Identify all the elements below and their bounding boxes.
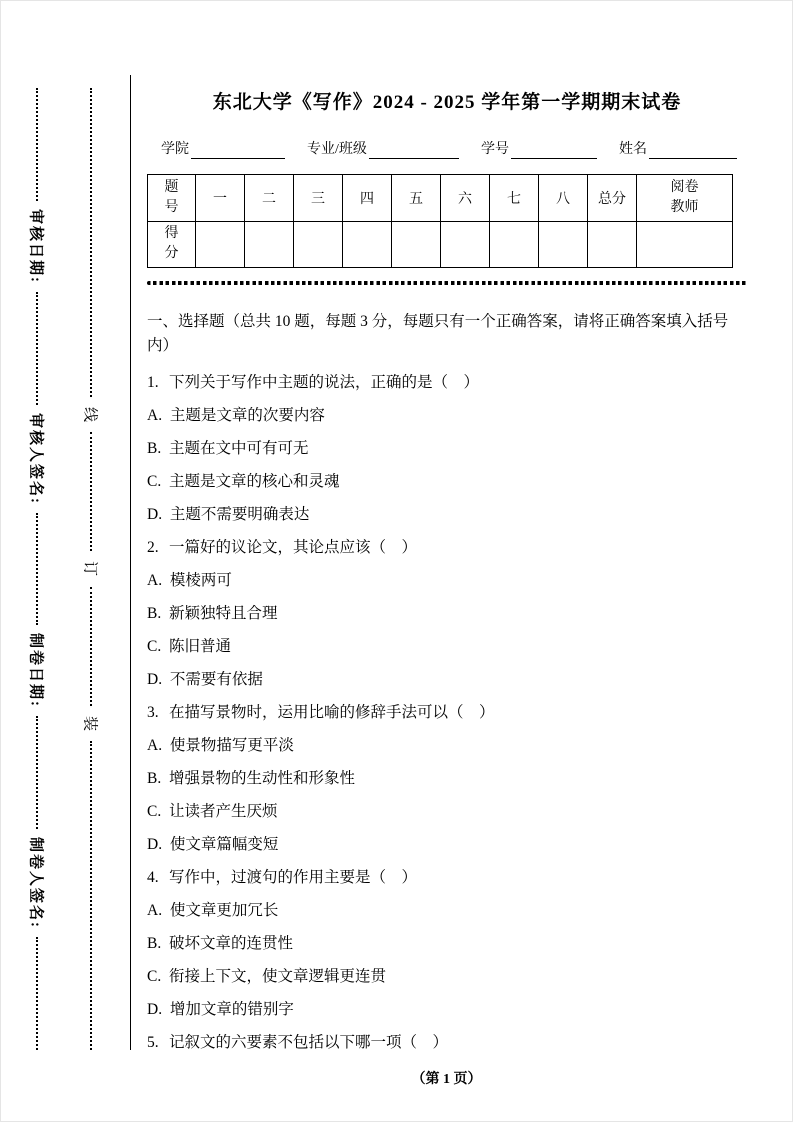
make-date-label: 制卷日期: [27,633,44,709]
score-empty-cell [196,222,245,268]
score-empty-cell [245,222,294,268]
score-table-cell: 阅卷教师 [637,175,733,222]
question-1-option-c: C. 主题是文章的核心和灵魂 [147,472,340,490]
margin-review-column [22,88,52,1050]
score-table-cell: 五 [392,175,441,222]
question-3-text: 3. 在描写景物时，运用比喻的修辞手法可以（ ） [147,703,495,721]
binding-line [76,88,106,1050]
dotted-leader [90,88,92,397]
score-table-cell: 一 [196,175,245,222]
score-table-cell: 三 [294,175,343,222]
dotted-leader [90,432,92,551]
dotted-leader [90,741,92,1050]
score-table-cell: 二 [245,175,294,222]
name-blank [649,142,737,159]
score-empty-cell [539,222,588,268]
field-name: 姓名 [619,138,737,159]
major-class-blank [369,142,459,159]
binding-char-zhuang: 装 [81,715,98,731]
review-date-label: 审核日期: [27,208,44,284]
question-2-option-a: A. 模棱两可 [147,571,232,589]
dotted-leader [36,716,38,829]
question-4-option-b: B. 破坏文章的连贯性 [147,934,293,952]
question-5-text: 5. 记叙文的六要素不包括以下哪一项（ ） [147,1033,449,1051]
field-college: 学院 [161,138,285,159]
score-empty-cell [637,222,733,268]
binding-char-ding: 订 [81,561,98,577]
question-2-text: 2. 一篇好的议论文，其论点应该（ ） [147,538,418,556]
question-2-option-d: D. 不需要有依据 [147,670,263,688]
score-empty-cell [294,222,343,268]
question-4-option-c: C. 衔接上下文，使文章逻辑更连贯 [147,967,386,985]
question-1-option-d: D. 主题不需要明确表达 [147,505,310,523]
student-info-row [161,138,737,159]
dotted-separator [147,281,747,285]
score-empty-cell [441,222,490,268]
score-table-cell: 六 [441,175,490,222]
score-empty-cell [588,222,637,268]
field-major-class: 专业/班级 [307,138,459,159]
score-table-cell: 题号 [148,175,196,222]
page-title: 东北大学《写作》2024 - 2025 学年第一学期期末试卷 [212,92,682,113]
section-heading: 一、选择题（总共 10 题，每题 3 分，每题只有一个正确答案，请将正确答案填入括号内） [147,312,729,354]
question-3-option-c: C. 让读者产生厌烦 [147,802,278,820]
reviewer-signature-label: 审核人签名: [27,412,44,505]
student-id-blank [511,142,597,159]
question-4-option-d: D. 增加文章的错别字 [147,1000,294,1018]
question-4-text: 4. 写作中，过渡句的作用主要是（ ） [147,868,418,886]
question-2-option-b: B. 新颖独特且合理 [147,604,278,622]
score-table-cell: 总分 [588,175,637,222]
score-label-cell: 得分 [148,222,196,268]
question-1-text: 1. 下列关于写作中主题的说法，正确的是（ ） [147,373,480,391]
score-table-cell: 四 [343,175,392,222]
question-1-option-a: A. 主题是文章的次要内容 [147,406,325,424]
question-3-option-b: B. 增强景物的生动性和形象性 [147,769,355,787]
dotted-leader [90,587,92,706]
maker-signature-label: 制卷人签名: [27,837,44,930]
score-table [147,174,733,268]
dotted-leader [36,88,38,201]
score-table-score-row [148,222,733,268]
question-2-option-c: C. 陈旧普通 [147,637,231,655]
score-table-cell: 八 [539,175,588,222]
question-number: 3. [147,703,159,721]
dotted-leader [36,513,38,626]
dotted-leader [36,937,38,1050]
question-number: 2. [147,538,159,556]
page-number: （第 1 页） [411,1072,482,1087]
score-empty-cell [343,222,392,268]
question-1-option-b: B. 主题在文中可有可无 [147,439,309,457]
college-blank [191,142,285,159]
exam-content [130,75,763,1050]
question-3-option-d: D. 使文章篇幅变短 [147,835,279,853]
binding-char-xian: 线 [81,407,98,423]
question-number: 1. [147,373,159,391]
question-number: 5. [147,1033,159,1051]
score-empty-cell [392,222,441,268]
score-empty-cell [490,222,539,268]
score-table-header-row [148,175,733,222]
score-table-cell: 七 [490,175,539,222]
question-3-option-a: A. 使景物描写更平淡 [147,736,294,754]
question-number: 4. [147,868,159,886]
question-4-option-a: A. 使文章更加冗长 [147,901,279,919]
dotted-leader [36,292,38,405]
field-student-id: 学号 [481,138,597,159]
